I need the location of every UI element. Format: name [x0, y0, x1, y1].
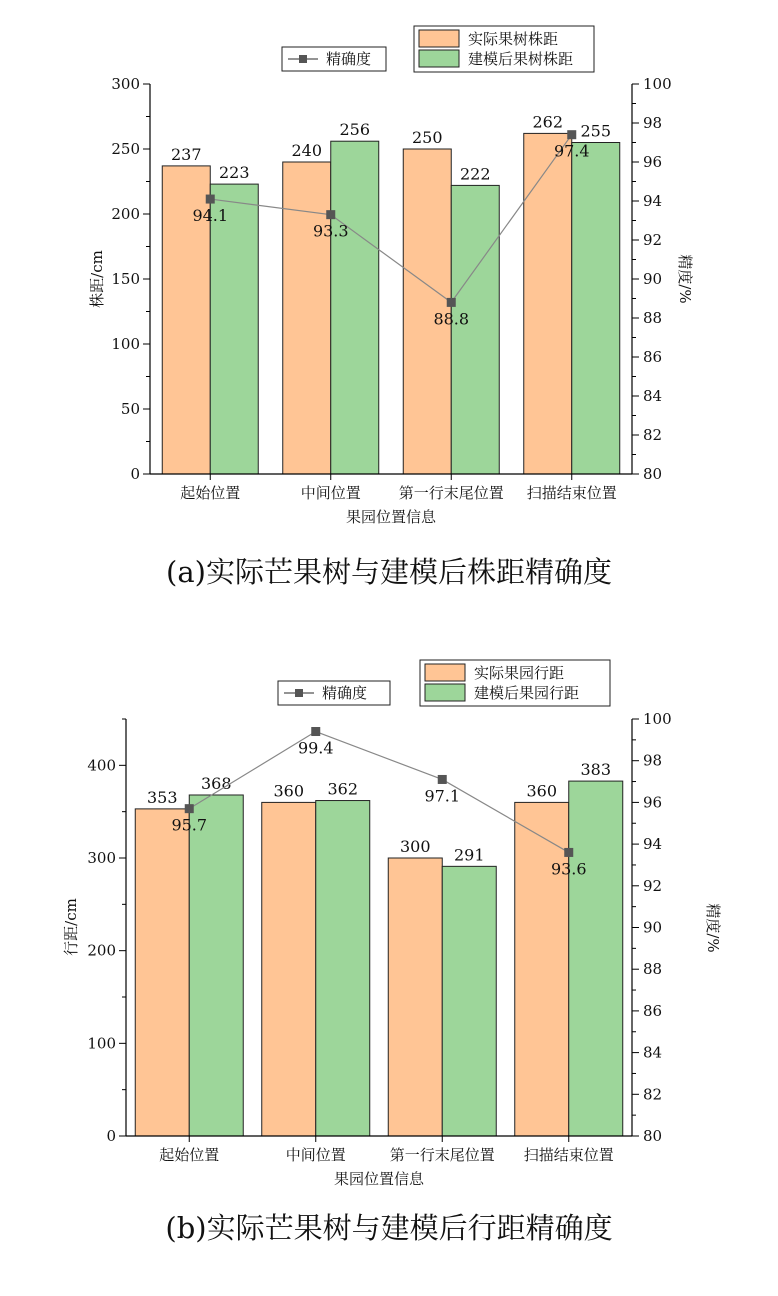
bar-value-label: 262 — [532, 112, 564, 132]
y2-tick-label: 82 — [643, 426, 663, 444]
y-tick-label: 0 — [130, 465, 140, 483]
y2-tick-label: 84 — [643, 387, 663, 405]
legend-line-label: 精确度 — [326, 50, 372, 68]
y2-tick-label: 92 — [643, 876, 663, 895]
bar-value-label: 291 — [453, 845, 485, 865]
bar-actual-3 — [524, 133, 572, 474]
bar-value-label: 368 — [200, 773, 232, 793]
x-category-label: 第一行末尾位置 — [389, 1146, 495, 1164]
bar-model-2 — [442, 866, 496, 1136]
precision-value-label: 97.1 — [424, 786, 461, 806]
y2-tick-label: 82 — [643, 1085, 663, 1104]
bar-model-3 — [572, 143, 620, 475]
x-category-label: 扫描结束位置 — [526, 484, 617, 502]
y2-tick-label: 86 — [643, 1001, 663, 1020]
x-axis-title: 果园位置信息 — [345, 508, 437, 526]
bar-actual-2 — [388, 858, 442, 1136]
precision-value-label: 94.1 — [192, 206, 229, 226]
x-axis-title: 果园位置信息 — [333, 1170, 425, 1188]
bar-actual-1 — [262, 802, 316, 1136]
x-category-label: 扫描结束位置 — [523, 1146, 614, 1164]
legend-swatch-model — [419, 50, 459, 67]
x-category-label: 第一行末尾位置 — [398, 484, 504, 502]
y2-tick-label: 88 — [643, 960, 663, 979]
y-tick-label: 250 — [111, 140, 140, 158]
legend-label-model: 建模后果园行距 — [474, 684, 580, 702]
bar-value-label: 222 — [459, 164, 491, 184]
bar-actual-0 — [135, 809, 189, 1136]
precision-line — [210, 135, 572, 303]
precision-point-3 — [567, 130, 576, 139]
y-tick-label: 200 — [111, 205, 140, 223]
x-category-label: 起始位置 — [159, 1146, 220, 1164]
legend-label-actual: 实际果园行距 — [474, 664, 565, 682]
bar-value-label: 360 — [273, 781, 305, 801]
y2-tick-label: 80 — [643, 465, 663, 483]
figure-caption: (b)实际芒果树与建模后行距精确度 — [165, 1211, 613, 1245]
legend-swatch-actual — [419, 30, 459, 47]
bar-actual-3 — [515, 802, 569, 1136]
y2-tick-label: 90 — [643, 918, 663, 937]
y-tick-label: 200 — [87, 941, 116, 960]
precision-point-0 — [185, 804, 194, 813]
y2-tick-label: 96 — [643, 153, 663, 171]
bar-model-1 — [316, 801, 370, 1136]
y-tick-label: 100 — [111, 335, 140, 353]
bar-model-0 — [189, 795, 243, 1136]
legend-line-marker — [295, 689, 303, 697]
bar-model-2 — [451, 185, 499, 474]
y2-tick-label: 100 — [643, 710, 672, 728]
y2-tick-label: 80 — [643, 1127, 663, 1145]
chart-a — [88, 26, 694, 589]
precision-point-2 — [438, 775, 447, 784]
y-tick-label: 100 — [87, 1034, 116, 1053]
legend-line-marker — [299, 55, 307, 63]
y-axis-title: 行距/cm — [62, 898, 80, 956]
precision-point-1 — [326, 210, 335, 219]
y-tick-label: 300 — [111, 75, 140, 93]
y2-tick-label: 98 — [643, 114, 663, 132]
y-tick-label: 50 — [120, 400, 140, 418]
bar-value-label: 255 — [580, 121, 612, 141]
y-tick-label: 300 — [87, 849, 116, 867]
y-axis-title: 株距/cm — [88, 250, 106, 308]
y2-tick-label: 96 — [643, 793, 663, 812]
x-category-label: 中间位置 — [300, 484, 361, 502]
legend-label-actual: 实际果树株距 — [468, 30, 559, 48]
precision-line — [189, 732, 569, 853]
bar-value-label: 353 — [146, 787, 178, 807]
precision-point-0 — [206, 195, 215, 204]
precision-point-2 — [447, 298, 456, 307]
precision-point-1 — [311, 727, 320, 736]
bar-value-label: 383 — [580, 760, 612, 780]
bar-model-1 — [331, 141, 379, 474]
precision-value-label: 97.4 — [553, 141, 590, 161]
bar-value-label: 360 — [526, 781, 558, 801]
y-tick-label: 150 — [111, 270, 140, 288]
legend-swatch-model — [425, 684, 465, 701]
bar-value-label: 256 — [339, 120, 371, 140]
x-category-label: 中间位置 — [285, 1146, 346, 1164]
precision-value-label: 88.8 — [433, 309, 470, 329]
legend-label-model: 建模后果树株距 — [468, 50, 574, 68]
chart-b — [62, 660, 722, 1245]
y2-tick-label: 94 — [643, 835, 663, 854]
bar-model-3 — [569, 781, 623, 1136]
bar-value-label: 240 — [291, 141, 323, 160]
y2-tick-label: 92 — [643, 231, 663, 249]
y2-tick-label: 88 — [643, 309, 663, 327]
y-tick-label: 0 — [106, 1127, 116, 1145]
legend-swatch-actual — [425, 664, 465, 681]
precision-point-3 — [564, 848, 573, 857]
y-tick-label: 400 — [87, 756, 116, 775]
bar-value-label: 250 — [411, 128, 443, 147]
precision-value-label: 95.7 — [171, 815, 208, 835]
bar-value-label: 300 — [399, 837, 431, 856]
x-category-label: 起始位置 — [180, 484, 241, 502]
legend-line-label: 精确度 — [322, 684, 368, 702]
y2-tick-label: 86 — [643, 348, 663, 366]
y2-axis-title: 精度/% — [676, 254, 694, 304]
y2-tick-label: 94 — [643, 192, 663, 210]
precision-value-label: 93.6 — [550, 859, 587, 879]
bar-value-label: 223 — [218, 163, 250, 183]
y2-tick-label: 100 — [643, 75, 672, 93]
bar-value-label: 237 — [170, 144, 202, 164]
precision-value-label: 99.4 — [297, 738, 334, 758]
bar-model-0 — [210, 184, 258, 474]
precision-value-label: 93.3 — [312, 221, 349, 241]
bar-value-label: 362 — [327, 779, 359, 799]
y2-tick-label: 90 — [643, 270, 663, 288]
figure-caption: (a)实际芒果树与建模后株距精确度 — [166, 555, 612, 589]
y2-tick-label: 84 — [643, 1043, 663, 1062]
y2-tick-label: 98 — [643, 751, 663, 770]
y2-axis-title: 精度/% — [704, 903, 722, 953]
